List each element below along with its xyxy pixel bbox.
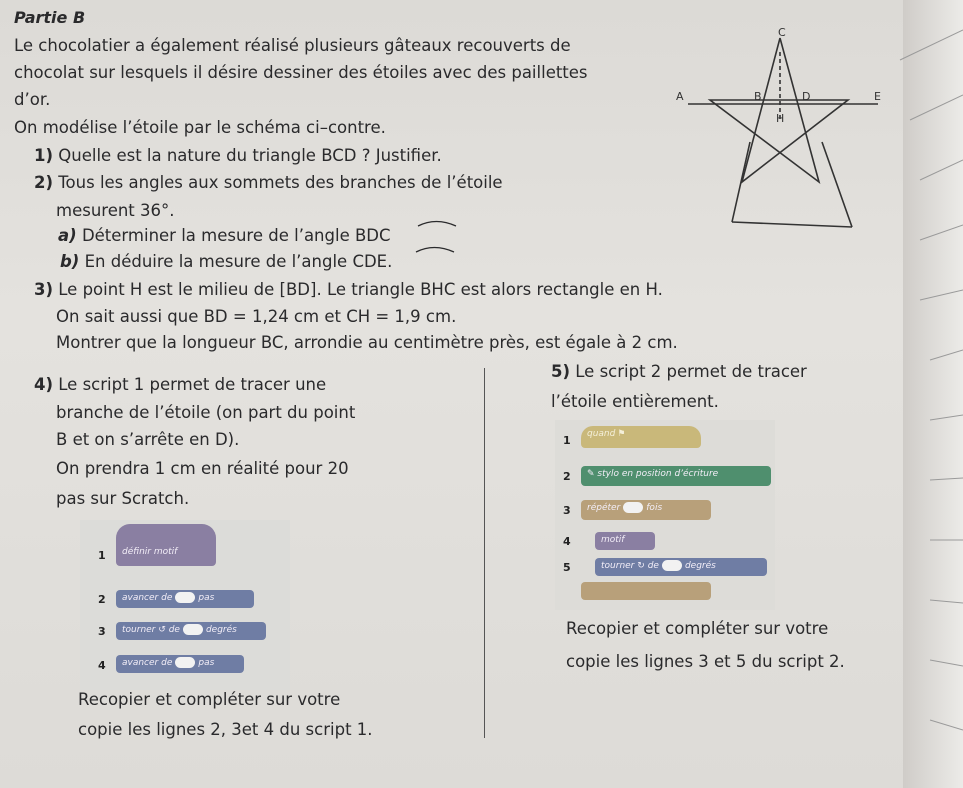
intro-line-2: chocolat sur lesquels il désire dessiner des étoiles avec des paillettes: [14, 63, 588, 82]
move-unit: pas: [198, 593, 215, 603]
define-block: [116, 524, 216, 566]
intro-line-4: On modélise l’étoile par le schéma ci–contre.: [14, 118, 386, 137]
pen-icon: ✎: [587, 469, 595, 479]
sub-label: a): [58, 226, 77, 245]
question-4-line-3: B et on s’arrête en D).: [56, 430, 240, 449]
value-slot: [662, 560, 682, 571]
question-text: Tous les angles aux sommets des branches de l’étoile: [58, 173, 503, 192]
column-separator: [484, 368, 485, 738]
turn-of: de: [647, 561, 659, 571]
turn-label: tourner: [601, 561, 635, 571]
question-text: Quelle est la nature du triangle BCD ? Justifier.: [58, 146, 442, 165]
start-block: [581, 426, 701, 448]
pen-down-block: [581, 466, 771, 486]
turn-block: [595, 558, 767, 576]
value-slot: [623, 502, 643, 513]
question-2-line-2: mesurent 36°.: [56, 201, 175, 220]
line-number: 4: [98, 659, 106, 672]
flag-icon: ⚑: [618, 429, 625, 439]
define-label: définir motif: [122, 547, 178, 557]
question-4-line-4: On prendra 1 cm en réalité pour 20: [56, 459, 349, 478]
turn-unit: degrés: [205, 625, 237, 635]
label-c: C: [778, 26, 786, 39]
angle-arc-bdc: [414, 217, 464, 227]
sub-text: Déterminer la mesure de l’angle BDC: [81, 226, 391, 245]
question-3: [34, 280, 663, 300]
sub-text: En déduire la mesure de l’angle CDE.: [84, 252, 393, 271]
move-label: avancer de: [122, 593, 173, 603]
script-1: [80, 520, 290, 690]
move-block-1: [116, 590, 254, 608]
question-text: Le script 2 permet de tracer: [575, 362, 807, 381]
line-number: 3: [563, 504, 571, 517]
notebook-lines: [880, 0, 963, 788]
intro-line-3: d’or.: [14, 90, 51, 109]
line-number: 2: [563, 470, 571, 483]
question-5-footer-2: copie les lignes 3 et 5 du script 2.: [566, 652, 845, 671]
start-label: quand: [587, 429, 616, 439]
part-title: Partie B: [14, 8, 86, 27]
question-4-line-5: pas sur Scratch.: [56, 489, 190, 508]
question-number: 1): [34, 146, 54, 165]
move-block-2: [116, 655, 244, 673]
line-number: 3: [98, 625, 106, 638]
question-4: [34, 375, 326, 395]
line-number: 1: [98, 549, 106, 562]
move-unit: pas: [198, 658, 215, 668]
intro-line-1: Le chocolatier a également réalisé plusieurs gâteaux recouverts de: [14, 36, 571, 55]
question-number: 5): [551, 362, 571, 381]
question-5-footer-1: Recopier et compléter sur votre: [566, 619, 829, 638]
question-5-line-2: l’étoile entièrement.: [551, 392, 719, 411]
rotate-ccw-icon: ↺: [158, 625, 166, 635]
line-number: 1: [563, 434, 571, 447]
motif-block: [595, 532, 655, 550]
question-1: [34, 146, 442, 166]
motif-label: motif: [601, 535, 625, 545]
repeat-unit: fois: [646, 503, 663, 513]
label-b: B: [754, 90, 762, 103]
pen-label: stylo en position d’écriture: [597, 469, 719, 479]
question-5: [551, 362, 807, 382]
question-number: 3): [34, 280, 54, 299]
repeat-end: [581, 582, 711, 600]
turn-block: [116, 622, 266, 640]
question-number: 4): [34, 375, 54, 394]
question-3-line-3: Montrer que la longueur BC, arrondie au centimètre près, est égale à 2 cm.: [56, 333, 678, 352]
question-2: [34, 173, 503, 193]
label-d: D: [802, 90, 811, 103]
label-a: A: [676, 90, 684, 103]
question-3-line-2: On sait aussi que BD = 1,24 cm et CH = 1,9 cm.: [56, 307, 457, 326]
turn-label: tourner: [122, 625, 156, 635]
question-text: Le script 1 permet de tracer une: [58, 375, 327, 394]
repeat-block: [581, 500, 711, 520]
value-slot: [175, 592, 195, 603]
line-number: 5: [563, 561, 571, 574]
question-text: Le point H est le milieu de [BD]. Le triangle BHC est alors rectangle en H.: [58, 280, 663, 299]
line-number: 4: [563, 535, 571, 548]
angle-arc-cde: [412, 243, 462, 253]
question-2b: [60, 252, 392, 272]
question-number: 2): [34, 173, 54, 192]
line-number: 2: [98, 593, 106, 606]
question-4-footer-2: copie les lignes 2, 3et 4 du script 1.: [78, 720, 373, 739]
sub-label: b): [60, 252, 80, 271]
turn-unit: degrés: [684, 561, 716, 571]
script-2: [555, 420, 775, 610]
star-figure: [672, 22, 887, 237]
label-h: H: [776, 112, 785, 125]
move-label: avancer de: [122, 658, 173, 668]
turn-of: de: [168, 625, 180, 635]
question-2a: [58, 226, 391, 246]
repeat-label: répéter: [587, 503, 621, 513]
rotate-cw-icon: ↻: [637, 561, 645, 571]
value-slot: [183, 624, 203, 635]
question-4-line-2: branche de l’étoile (on part du point: [56, 403, 356, 422]
value-slot: [175, 657, 195, 668]
question-4-footer-1: Recopier et compléter sur votre: [78, 690, 341, 709]
label-e: E: [874, 90, 881, 103]
